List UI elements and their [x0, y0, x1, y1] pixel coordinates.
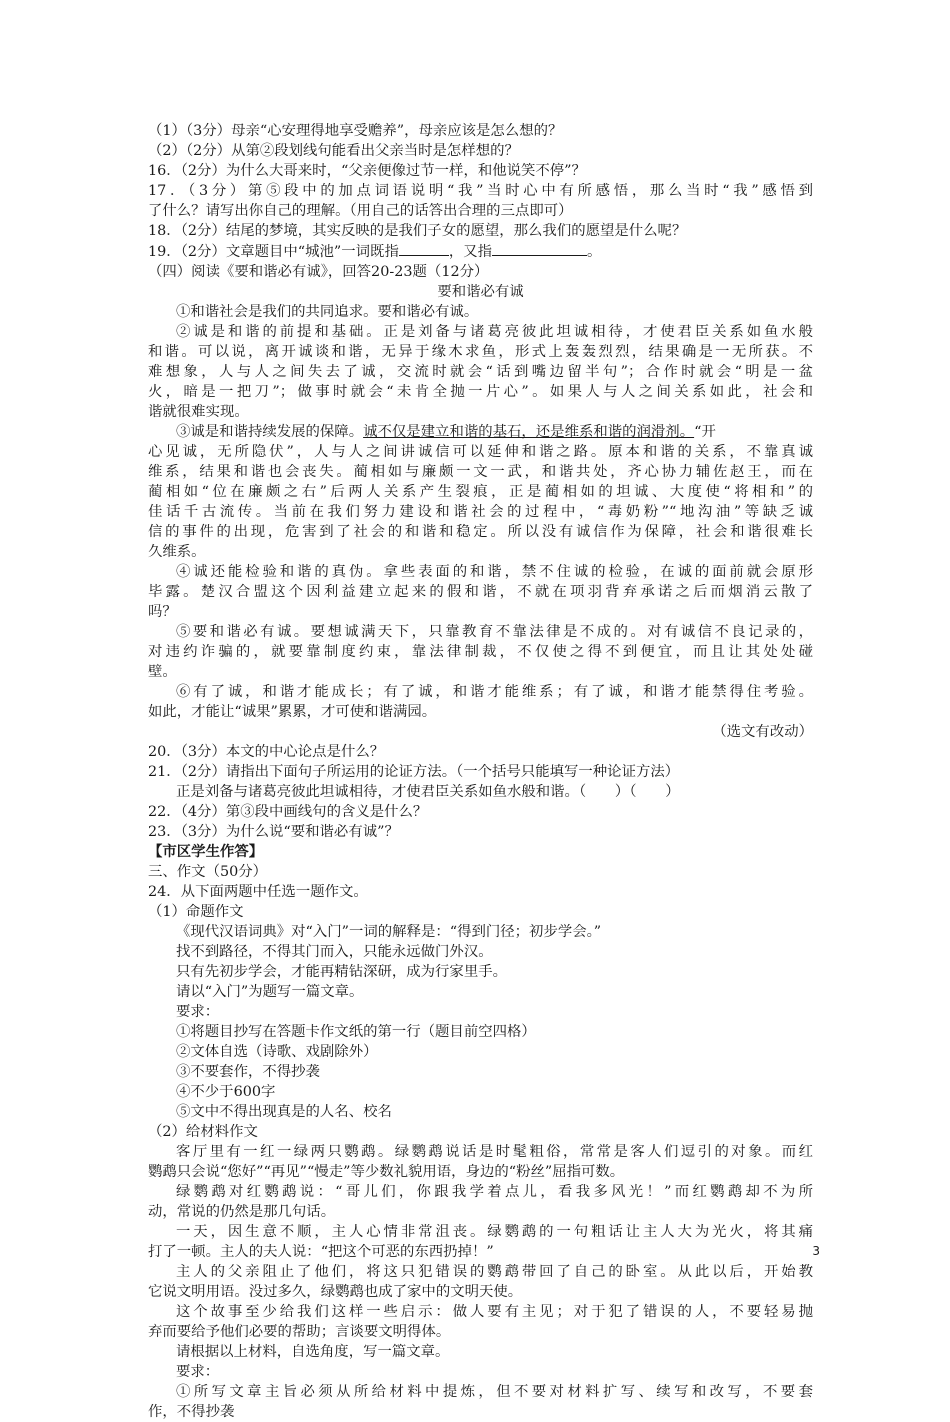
paragraph-line: 和谐。可以说，离开诚谈和谐，无异于缘木求鱼，形式上轰轰烈烈，结果确是一无所获。不: [148, 344, 813, 360]
paragraph-line: 它说文明用语。没过多久，绿鹦鹉也成了家中的文明天使。: [148, 1284, 523, 1300]
paragraph-line: 绿鹦鹉对红鹦鹉说：“哥儿们，你跟我学着点儿，看我多风光！”而红鹦鹉却不为所: [176, 1184, 813, 1200]
paragraph-line: 久维系。: [148, 544, 206, 560]
question-19-text-a: 19．（2分）文章题目中“城池”一词既指: [148, 244, 399, 260]
list-item: ③不要套作，不得抄袭: [176, 1064, 320, 1080]
question-17-line-2: 了什么？请写出你自己的理解。（用自己的话答出合理的三点即可）: [148, 203, 573, 219]
list-item: ④不少于600字: [176, 1084, 276, 1100]
option-1-title: （1）命题作文: [148, 904, 244, 920]
paragraph-line: 谐就很难实现。: [148, 404, 249, 420]
question-24: 24．从下面两题中任选一题作文。: [148, 884, 368, 900]
paragraph-line: ⑤要和谐必有诚。要想诚满天下，只靠教育不靠法律是不成的。对有诚信不良记录的，: [176, 624, 813, 640]
article-paragraph-1: ①和谐社会是我们的共同追求。要和谐必有诚。: [176, 304, 479, 320]
paragraph-line: 客厅里有一红一绿两只鹦鹉。绿鹦鹉说话是时髦粗俗，常常是客人们逗引的对象。而红: [176, 1144, 813, 1160]
question-19-text-b: ，又指: [448, 244, 493, 260]
paragraph-line: 这个故事至少给我们这样一些启示：做人要有主见；对于犯了错误的人，不要轻易抛: [176, 1304, 813, 1320]
question-17-line-1: 17．（3分）第⑤段中的加点词语说明“我”当时心中有所感悟，那么当时“我”感悟到: [148, 183, 813, 199]
question-21: 21．（2分）请指出下面句子所运用的论证方法。（一个括号只能填写一种论证方法）: [148, 764, 680, 780]
list-item: ②文体自选（诗歌、戏剧除外）: [176, 1044, 378, 1060]
paragraph-line: 心见诚，无所隐伏”，人与人之间讲诚信可以延伸和谐之路。原本和谐的关系，不靠真诚: [148, 444, 813, 460]
question-19-text-c: 。: [587, 244, 602, 260]
question-19: [148, 241, 813, 262]
paragraph-line: 动，常说的仍然是那几句话。: [148, 1204, 336, 1220]
paragraph-3-lead: ③诚是和谐持续发展的保障。: [176, 424, 364, 440]
page-number: 3: [812, 1244, 820, 1258]
paragraph-line: 火，暗是一把刀”；做事时就会“未肯全抛一片心”。如果人与人之间关系如此，社会和: [148, 384, 813, 400]
paragraph-line: ④诚还能检验和谐的真伪。拿些表面的和谐，禁不住诚的检验，在诚的面前就会原形: [176, 564, 813, 580]
question-15-1: （1）（3分）母亲“心安理得地享受赡养”，母亲应该是怎么想的？: [148, 123, 563, 139]
paragraph-line: 主人的父亲阻止了他们，将这只犯错误的鹦鹉带回了自己的卧室。从此以后，开始教: [176, 1264, 813, 1280]
paragraph-line: 请根据以上材料，自选角度，写一篇文章。: [176, 1344, 450, 1360]
paragraph-line: 吗？: [148, 604, 177, 620]
section-4-heading: （四）阅读《要和谐必有诚》，回答20-23题（12分）: [148, 264, 489, 280]
article-title: 要和谐必有诚: [437, 284, 524, 300]
paragraph-line: 维系，结果和谐也会丧失。蔺相如与廉颇一文一武，和谐共处，齐心协力辅佐赵王，而在: [148, 464, 813, 480]
paragraph-line: [148, 422, 813, 442]
question-15-2: （2）（2分）从第②段划线句能看出父亲当时是怎样想的？: [148, 143, 519, 159]
option-1-body: [148, 922, 813, 1122]
paragraph-line: 毕露。楚汉合盟这个因利益建立起来的假和谐，不就在项羽背弃承诺之后而烟消云散了: [148, 584, 813, 600]
paragraph-line: ②诚是和谐的前提和基础。正是刘备与诸葛亮彼此坦诚相待，才使君臣关系如鱼水般: [176, 324, 813, 340]
paragraph-line: 一天，因生意不顺，主人心情非常沮丧。绿鹦鹉的一句粗话让主人大为光火，将其痛: [176, 1224, 813, 1240]
answer-blank-1[interactable]: [399, 241, 449, 256]
answer-blank-2[interactable]: [492, 241, 587, 256]
source-note: （选文有改动）: [712, 724, 813, 740]
article-paragraph-5: [148, 622, 813, 682]
option-2-body: [148, 1142, 813, 1422]
option-2-title: （2）给材料作文: [148, 1124, 258, 1140]
paragraph-line: 打了一顿。主人的夫人说：“把这个可恶的东西扔掉！”: [148, 1244, 494, 1260]
list-item: 找不到路径，不得其门而入，只能永远做门外汉。: [176, 944, 493, 960]
paragraph-line: 蔺相如“位在廉颇之右”后两人关系产生裂痕，正是蔺相如的坦诚、大度使“将相和”的: [148, 484, 813, 500]
list-item: 只有先初步学会，才能再精钻深研，成为行家里手。: [176, 964, 507, 980]
list-item: 要求：: [176, 1004, 220, 1020]
list-item: ①将题目抄写在答题卡作文纸的第一行（题目前空四格）: [176, 1024, 536, 1040]
article-paragraph-6: [148, 682, 813, 722]
question-22: 22．（4分）第③段中画线句的含义是什么？: [148, 804, 428, 820]
article-paragraph-3: [148, 422, 813, 562]
article-paragraph-2: [148, 322, 813, 422]
paragraph-line: ①所写文章主旨必须从所给材料中提炼，但不要对材料扩写、续写和改写，不要套: [176, 1384, 813, 1400]
city-students-label: 【市区学生作答】: [148, 843, 264, 860]
paragraph-line: 如此，才能让“诚果”累累，才可使和谐满园。: [148, 704, 437, 720]
underlined-sentence: 诚不仅是建立和谐的基石，还是维系和谐的润滑剂。: [363, 424, 695, 440]
list-item: ⑤文中不得出现真是的人名、校名: [176, 1104, 392, 1120]
question-18: 18．（2分）结尾的梦境，其实反映的是我们子女的愿望，那么我们的愿望是什么呢？: [148, 223, 687, 239]
list-item: 请以“入门”为题写一篇文章。: [176, 984, 364, 1000]
question-20: 20．（3分）本文的中心论点是什么？: [148, 744, 385, 760]
question-23: 23．（3分）为什么说“要和谐必有诚”？: [148, 824, 399, 840]
paragraph-line: 对违约诈骗的，就要靠制度约束，靠法律制裁，不仅使之得不到便宜，而且让其处处碰: [148, 644, 813, 660]
section-3-heading: 三、作文（50分）: [148, 864, 268, 880]
paragraph-line: 作，不得抄袭: [148, 1404, 235, 1420]
article-paragraph-4: [148, 562, 813, 622]
paragraph-line: 弃而要给予他们必要的帮助；言谈要文明得体。: [148, 1324, 451, 1340]
paragraph-line: 要求：: [176, 1364, 220, 1380]
question-21-sentence: 正是刘备与诸葛亮彼此坦诚相待，才使君臣关系如鱼水般和谐。（ ）（ ）: [176, 784, 680, 800]
paragraph-line: 壁。: [148, 664, 177, 680]
paragraph-line: 难想象，人与人之间失去了诚，交流时就会“话到嘴边留半句”；合作时就会“明是一盆: [148, 364, 813, 380]
paragraph-3-tail: “开: [694, 424, 716, 440]
paragraph-line: 鹦鹉只会说“您好”“再见”“慢走”等少数礼貌用语，身边的“粉丝”屈指可数。: [148, 1164, 625, 1180]
paragraph-line: ⑥有了诚，和谐才能成长；有了诚，和谐才能维系；有了诚，和谐才能禁得住考验。: [176, 684, 813, 700]
page-content: [148, 121, 813, 1422]
question-16: 16．（2分）为什么大哥来时，“父亲便像过节一样，和他说笑不停”？: [148, 163, 586, 179]
paragraph-line: 信的事件的出现，危害到了社会的和谐和稳定。所以没有诚信作为保障，社会和谐很难长: [148, 524, 813, 540]
list-item: 《现代汉语词典》对“入门”一词的解释是：“得到门径；初步学会。”: [176, 924, 602, 940]
paragraph-line: 佳话千古流传。当前在我们努力建设和谐社会的过程中，“毒奶粉”“地沟油”等缺乏诚: [148, 504, 813, 520]
